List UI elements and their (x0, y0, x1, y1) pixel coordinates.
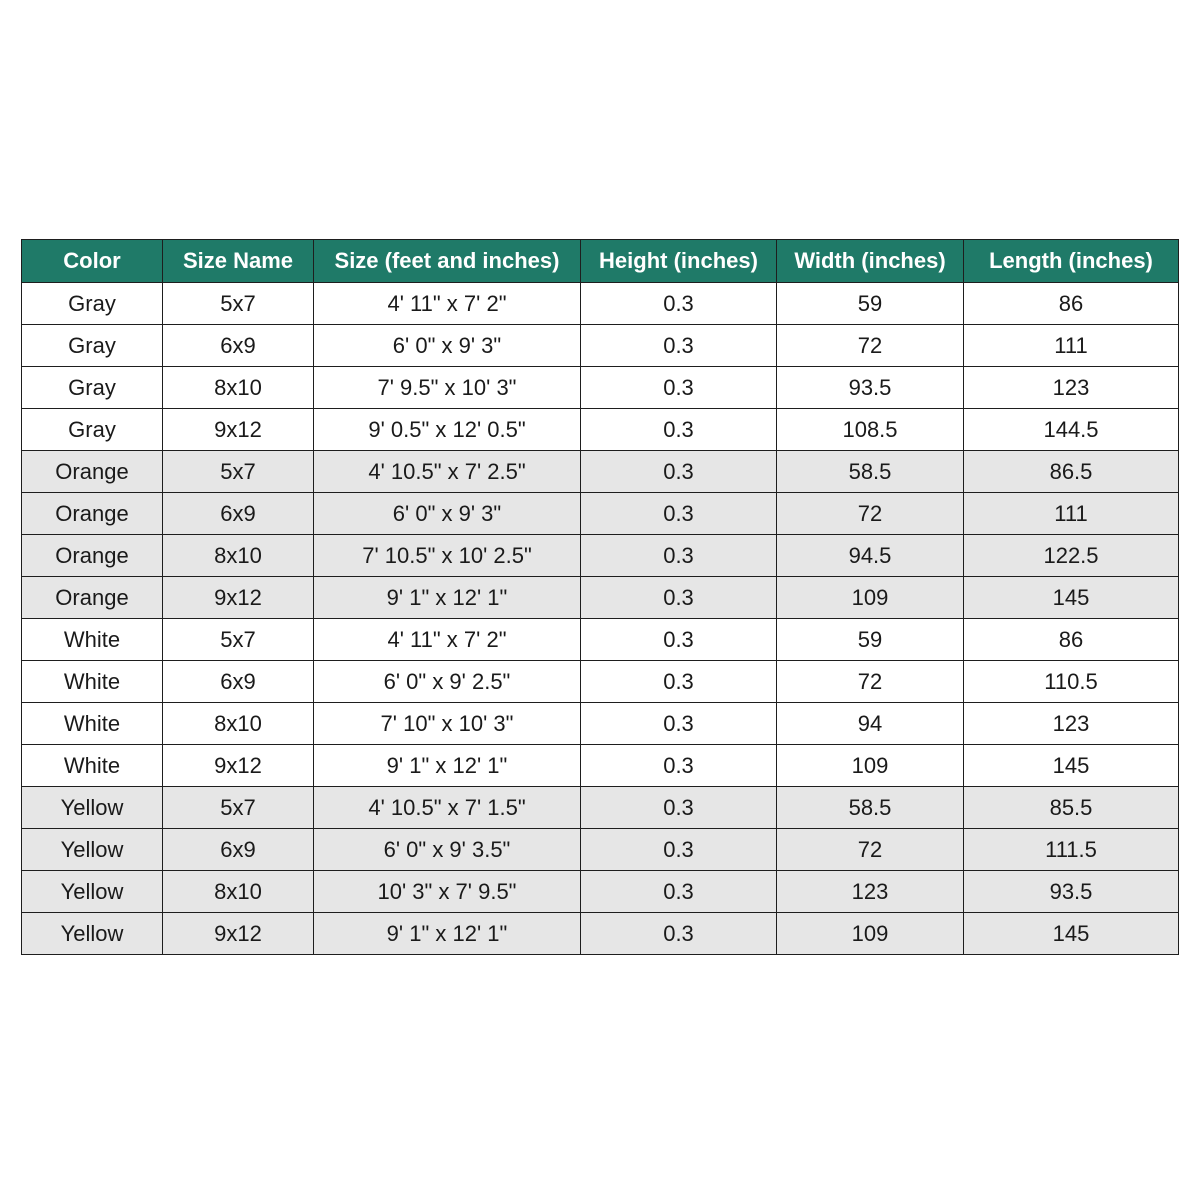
cell-length: 145 (964, 577, 1179, 619)
cell-size-name: 6x9 (163, 661, 314, 703)
table-row (22, 451, 1179, 493)
cell-width: 59 (777, 619, 964, 661)
cell-height: 0.3 (581, 619, 777, 661)
cell-size-name: 8x10 (163, 535, 314, 577)
cell-height: 0.3 (581, 913, 777, 955)
cell-height: 0.3 (581, 409, 777, 451)
cell-color: Orange (22, 493, 163, 535)
cell-width: 58.5 (777, 787, 964, 829)
cell-height: 0.3 (581, 577, 777, 619)
cell-length: 123 (964, 367, 1179, 409)
cell-color: Orange (22, 577, 163, 619)
table-row (22, 703, 1179, 745)
header-width: Width (inches) (777, 240, 964, 283)
cell-color: White (22, 703, 163, 745)
cell-width: 94.5 (777, 535, 964, 577)
cell-size-name: 9x12 (163, 913, 314, 955)
cell-size-name: 5x7 (163, 451, 314, 493)
cell-color: Gray (22, 367, 163, 409)
cell-width: 72 (777, 325, 964, 367)
cell-width: 123 (777, 871, 964, 913)
cell-color: White (22, 661, 163, 703)
cell-size-feet-inches: 9' 1" x 12' 1" (314, 577, 581, 619)
cell-height: 0.3 (581, 493, 777, 535)
cell-size-name: 6x9 (163, 493, 314, 535)
cell-size-feet-inches: 9' 1" x 12' 1" (314, 913, 581, 955)
cell-width: 72 (777, 493, 964, 535)
cell-size-name: 9x12 (163, 745, 314, 787)
cell-color: Gray (22, 325, 163, 367)
cell-length: 111 (964, 325, 1179, 367)
cell-size-feet-inches: 6' 0" x 9' 3.5" (314, 829, 581, 871)
cell-width: 109 (777, 745, 964, 787)
cell-length: 111.5 (964, 829, 1179, 871)
cell-length: 123 (964, 703, 1179, 745)
table-row (22, 409, 1179, 451)
header-height: Height (inches) (581, 240, 777, 283)
cell-size-name: 8x10 (163, 367, 314, 409)
header-length: Length (inches) (964, 240, 1179, 283)
table-row (22, 367, 1179, 409)
cell-size-feet-inches: 4' 10.5" x 7' 2.5" (314, 451, 581, 493)
cell-size-name: 9x12 (163, 577, 314, 619)
table-row (22, 283, 1179, 325)
cell-color: White (22, 745, 163, 787)
cell-color: Yellow (22, 829, 163, 871)
cell-size-name: 5x7 (163, 787, 314, 829)
table-row (22, 577, 1179, 619)
cell-height: 0.3 (581, 745, 777, 787)
cell-length: 110.5 (964, 661, 1179, 703)
cell-color: Orange (22, 535, 163, 577)
header-color: Color (22, 240, 163, 283)
cell-length: 111 (964, 493, 1179, 535)
cell-size-feet-inches: 6' 0" x 9' 3" (314, 493, 581, 535)
cell-height: 0.3 (581, 871, 777, 913)
cell-length: 145 (964, 745, 1179, 787)
cell-length: 85.5 (964, 787, 1179, 829)
table-row (22, 745, 1179, 787)
table-row (22, 493, 1179, 535)
size-table (21, 239, 1179, 955)
cell-width: 72 (777, 661, 964, 703)
size-chart (21, 239, 1178, 955)
cell-height: 0.3 (581, 703, 777, 745)
cell-color: Yellow (22, 913, 163, 955)
cell-size-name: 5x7 (163, 283, 314, 325)
cell-size-name: 8x10 (163, 703, 314, 745)
table-row (22, 913, 1179, 955)
cell-size-feet-inches: 6' 0" x 9' 3" (314, 325, 581, 367)
cell-height: 0.3 (581, 325, 777, 367)
cell-width: 93.5 (777, 367, 964, 409)
header-size-name: Size Name (163, 240, 314, 283)
cell-color: Yellow (22, 787, 163, 829)
cell-length: 122.5 (964, 535, 1179, 577)
cell-length: 93.5 (964, 871, 1179, 913)
cell-size-feet-inches: 4' 11" x 7' 2" (314, 619, 581, 661)
cell-width: 59 (777, 283, 964, 325)
cell-color: Gray (22, 409, 163, 451)
cell-size-feet-inches: 7' 9.5" x 10' 3" (314, 367, 581, 409)
cell-height: 0.3 (581, 367, 777, 409)
cell-width: 94 (777, 703, 964, 745)
cell-width: 109 (777, 913, 964, 955)
cell-width: 72 (777, 829, 964, 871)
cell-color: Gray (22, 283, 163, 325)
cell-size-feet-inches: 4' 10.5" x 7' 1.5" (314, 787, 581, 829)
cell-size-name: 6x9 (163, 829, 314, 871)
cell-size-feet-inches: 10' 3" x 7' 9.5" (314, 871, 581, 913)
table-row (22, 829, 1179, 871)
cell-width: 58.5 (777, 451, 964, 493)
cell-height: 0.3 (581, 661, 777, 703)
cell-size-feet-inches: 9' 0.5" x 12' 0.5" (314, 409, 581, 451)
cell-size-name: 8x10 (163, 871, 314, 913)
cell-size-feet-inches: 7' 10" x 10' 3" (314, 703, 581, 745)
table-row (22, 535, 1179, 577)
cell-size-feet-inches: 6' 0" x 9' 2.5" (314, 661, 581, 703)
cell-size-feet-inches: 7' 10.5" x 10' 2.5" (314, 535, 581, 577)
table-row (22, 661, 1179, 703)
cell-height: 0.3 (581, 829, 777, 871)
table-row (22, 325, 1179, 367)
cell-color: Orange (22, 451, 163, 493)
cell-length: 144.5 (964, 409, 1179, 451)
cell-color: Yellow (22, 871, 163, 913)
cell-size-name: 9x12 (163, 409, 314, 451)
cell-height: 0.3 (581, 535, 777, 577)
cell-size-name: 5x7 (163, 619, 314, 661)
cell-color: White (22, 619, 163, 661)
cell-width: 108.5 (777, 409, 964, 451)
cell-height: 0.3 (581, 283, 777, 325)
cell-width: 109 (777, 577, 964, 619)
cell-length: 145 (964, 913, 1179, 955)
cell-length: 86 (964, 283, 1179, 325)
table-row (22, 619, 1179, 661)
cell-size-feet-inches: 9' 1" x 12' 1" (314, 745, 581, 787)
header-size-feet-inches: Size (feet and inches) (314, 240, 581, 283)
cell-size-feet-inches: 4' 11" x 7' 2" (314, 283, 581, 325)
cell-size-name: 6x9 (163, 325, 314, 367)
cell-length: 86.5 (964, 451, 1179, 493)
cell-height: 0.3 (581, 451, 777, 493)
cell-length: 86 (964, 619, 1179, 661)
table-row (22, 787, 1179, 829)
table-header-row (22, 240, 1179, 283)
table-row (22, 871, 1179, 913)
cell-height: 0.3 (581, 787, 777, 829)
